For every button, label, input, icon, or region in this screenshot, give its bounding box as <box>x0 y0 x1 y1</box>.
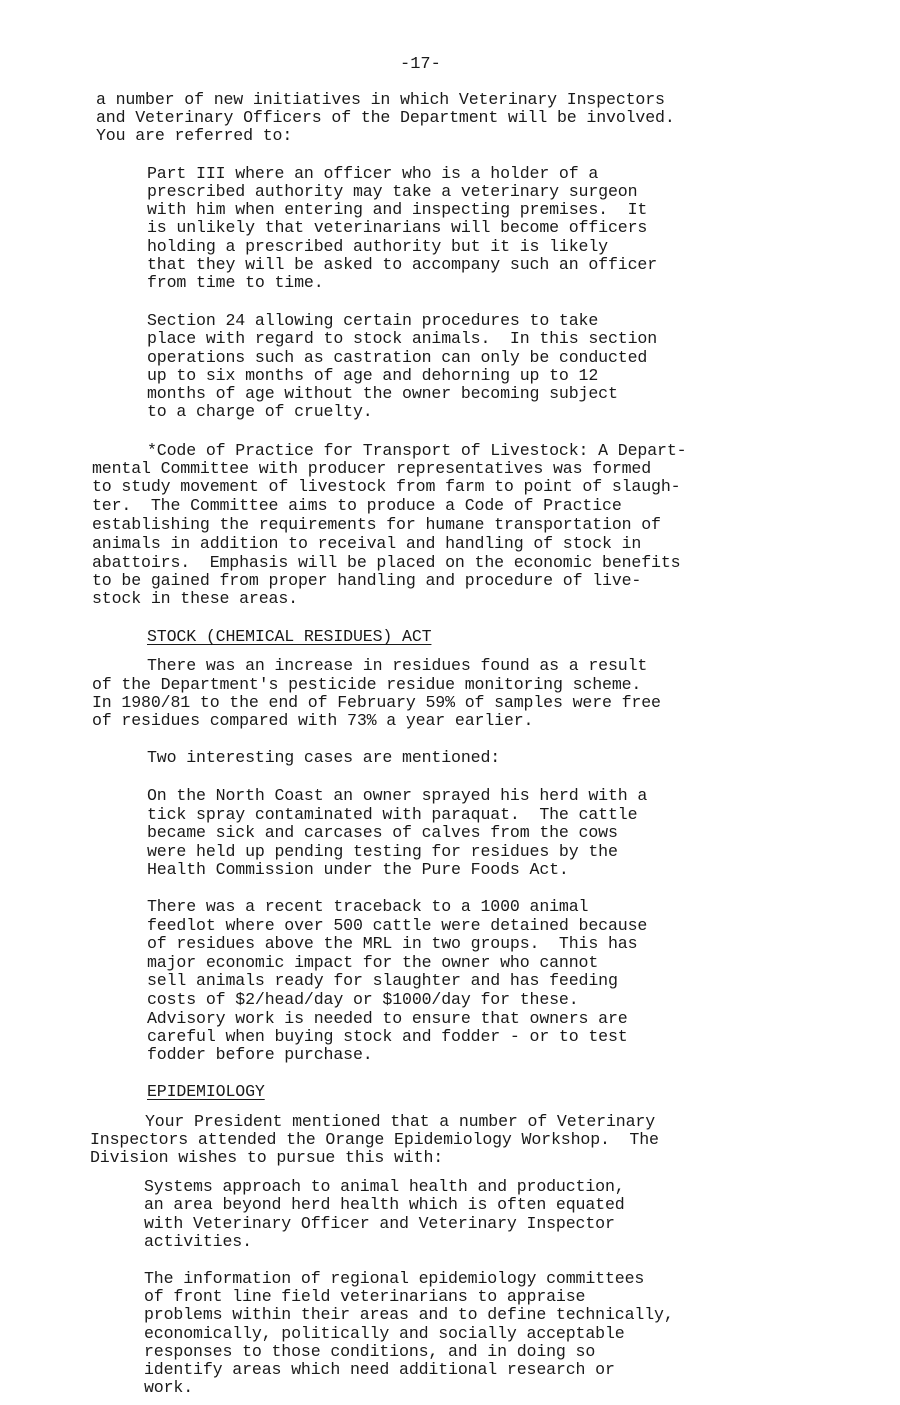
text-line: place with regard to stock animals. In this section <box>147 329 658 348</box>
text-line: of front line field veterinarians to appraise <box>144 1287 586 1306</box>
text-line: stock in these areas. <box>92 589 298 608</box>
text-line: In 1980/81 to the end of February 59% of samples were free <box>92 693 661 712</box>
text-line: Part III where an officer who is a holder of a <box>147 164 599 183</box>
text-line: prescribed authority may take a veterinary surgeon <box>147 182 638 201</box>
text-line: mental Committee with producer representatives was formed <box>92 459 652 478</box>
section-heading-stock-act: STOCK (CHEMICAL RESIDUES) ACT <box>147 627 432 646</box>
text-line: activities. <box>144 1232 252 1251</box>
text-line: establishing the requirements for humane transportation of <box>92 515 661 534</box>
text-line: fodder before purchase. <box>147 1045 373 1064</box>
text-line: to be gained from proper handling and procedure of live- <box>92 571 642 590</box>
text-line: Your President mentioned that a number of Veterinary <box>145 1112 656 1131</box>
two-cases-line: Two interesting cases are mentioned: <box>147 748 501 767</box>
text-line: Advisory work is needed to ensure that owners are <box>147 1009 628 1028</box>
text-line: There was an increase in residues found as a result <box>147 656 648 675</box>
text-line: operations such as castration can only be conducted <box>147 348 648 367</box>
text-line: Inspectors attended the Orange Epidemiology Workshop. The <box>90 1130 659 1149</box>
text-line: Health Commission under the Pure Foods Act. <box>147 860 569 879</box>
text-line: to a charge of cruelty. <box>147 402 373 421</box>
text-line: of the Department's pesticide residue monitoring scheme. <box>92 675 642 694</box>
section-heading-epidemiology: EPIDEMIOLOGY <box>147 1082 265 1101</box>
page-number: -17- <box>400 55 441 74</box>
text-line: from time to time. <box>147 273 324 292</box>
text-line: economically, politically and socially acceptable <box>144 1324 625 1343</box>
text-line: ter. The Committee aims to produce a Code of Practice <box>92 496 622 515</box>
text-line: with Veterinary Officer and Veterinary Inspector <box>144 1214 615 1233</box>
text-line: months of age without the owner becoming subject <box>147 384 618 403</box>
text-line: is unlikely that veterinarians will become officers <box>147 218 648 237</box>
text-line: an area beyond herd health which is often equated <box>144 1195 625 1214</box>
text-line: feedlot where over 500 cattle were detained because <box>147 916 648 935</box>
text-line: were held up pending testing for residues by the <box>147 842 618 861</box>
text-line: up to six months of age and dehorning up to 12 <box>147 366 599 385</box>
text-line: identify areas which need additional research or <box>144 1360 615 1379</box>
text-line: tick spray contaminated with paraquat. The cattle <box>147 805 638 824</box>
text-line: Section 24 allowing certain procedures to take <box>147 311 599 330</box>
text-line: animals in addition to receival and handling of stock in <box>92 534 642 553</box>
text-line: costs of $2/head/day or $1000/day for these. <box>147 990 579 1009</box>
text-line: The information of regional epidemiology committees <box>144 1269 645 1288</box>
text-line: responses to those conditions, and in doing so <box>144 1342 596 1361</box>
text-line: that they will be asked to accompany such an officer <box>147 255 658 274</box>
text-line: a number of new initiatives in which Veterinary Inspectors <box>96 90 665 109</box>
text-line: You are referred to: <box>96 126 293 145</box>
text-line: Division wishes to pursue this with: <box>90 1148 444 1167</box>
text-line: careful when buying stock and fodder - or to test <box>147 1027 628 1046</box>
text-line: sell animals ready for slaughter and has feeding <box>147 971 618 990</box>
text-line: On the North Coast an owner sprayed his herd with a <box>147 786 648 805</box>
text-line: of residues above the MRL in two groups. This has <box>147 934 638 953</box>
text-line: and Veterinary Officers of the Department will be involved. <box>96 108 675 127</box>
text-line: *Code of Practice for Transport of Livestock: A Depart- <box>147 441 687 460</box>
text-line: problems within their areas and to define technically, <box>144 1305 674 1324</box>
text-line: major economic impact for the owner who cannot <box>147 953 599 972</box>
text-line: holding a prescribed authority but it is likely <box>147 237 608 256</box>
text-line: with him when entering and inspecting premises. It <box>147 200 648 219</box>
text-line: became sick and carcases of calves from the cows <box>147 823 618 842</box>
text-line: abattoirs. Emphasis will be placed on the economic benefits <box>92 553 681 572</box>
text-line: There was a recent traceback to a 1000 animal <box>147 897 589 916</box>
text-line: work. <box>144 1378 194 1397</box>
text-line: to study movement of livestock from farm to point of slaugh- <box>92 477 681 496</box>
text-line: Systems approach to animal health and production, <box>144 1177 625 1196</box>
text-line: of residues compared with 73% a year earlier. <box>92 711 534 730</box>
